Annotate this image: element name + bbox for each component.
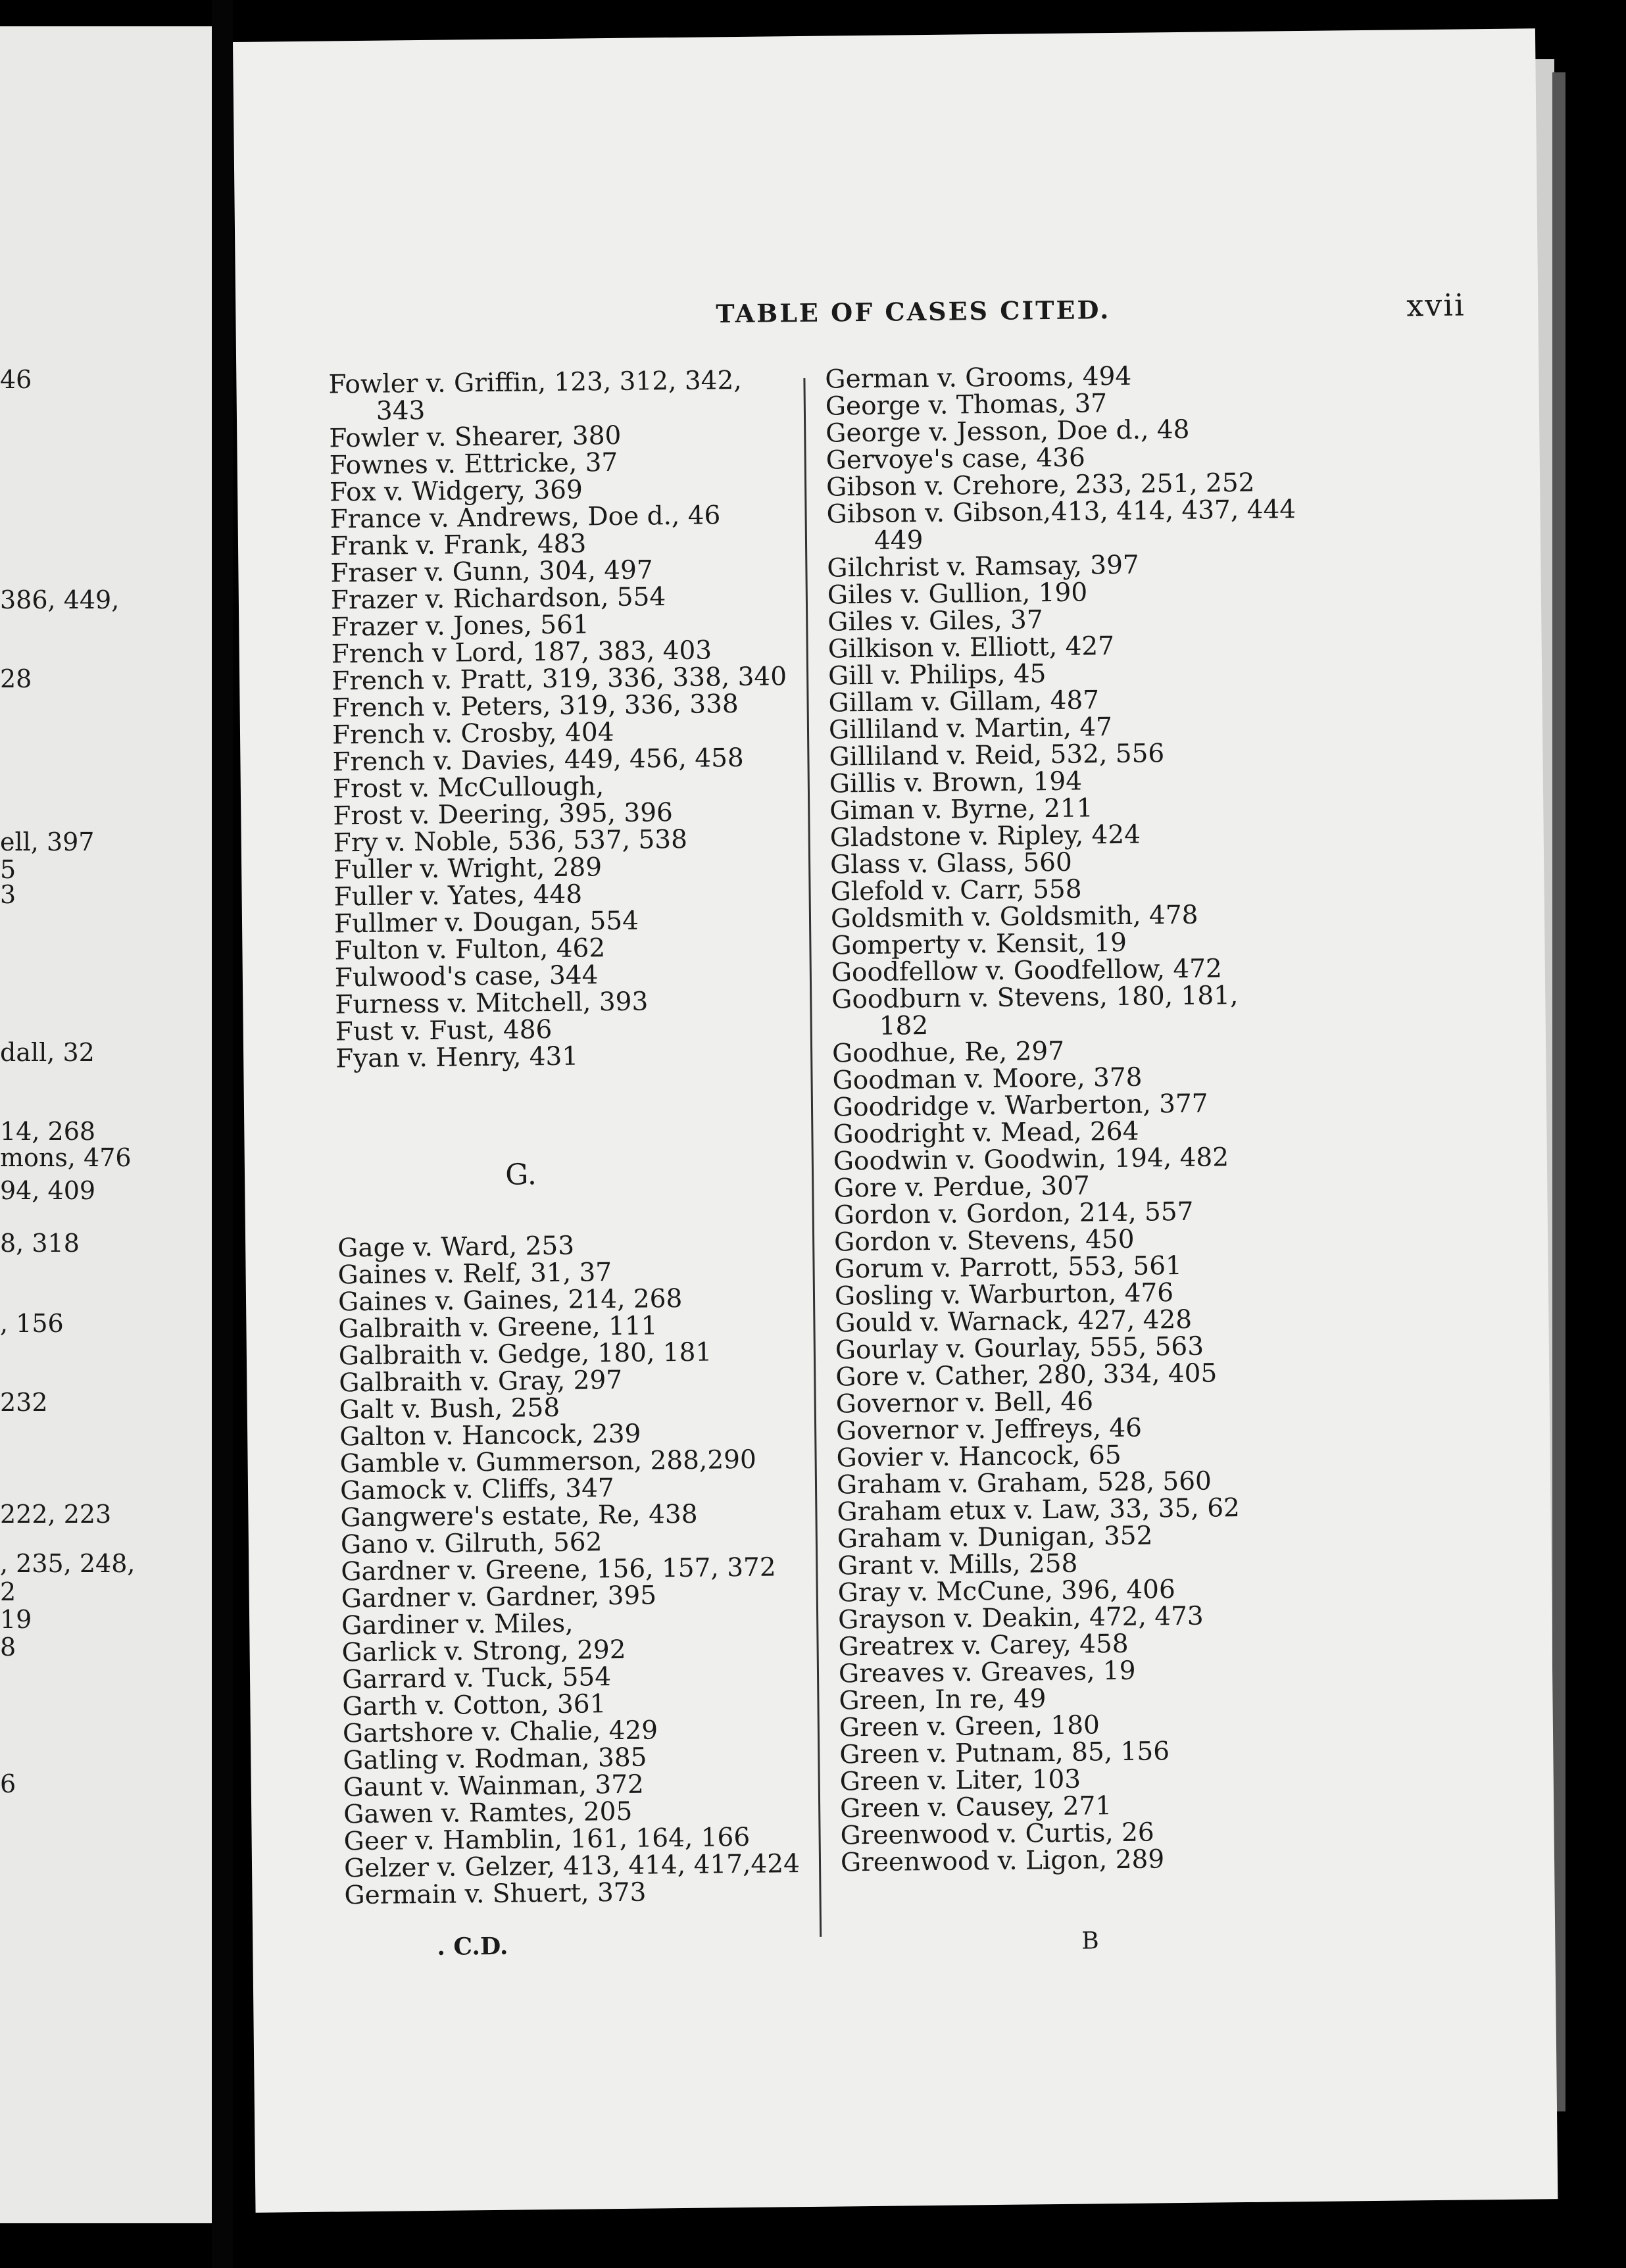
case-entry: Galt v. Bush, 258 [339, 1393, 560, 1425]
case-entry: Frost v. McCullough, [332, 772, 604, 804]
case-entry: Fowler v. Griffin, 123, 312, 342, [328, 365, 742, 400]
case-entry: Governor v. Bell, 46 [835, 1387, 1094, 1419]
case-entry: Gould v. Warnack, 427, 428 [835, 1304, 1193, 1339]
case-entry: Germain v. Shuert, 373 [344, 1877, 647, 1911]
case-entry: Gaunt v. Wainman, 372 [343, 1769, 645, 1803]
facing-page-fragment: 6 [0, 1769, 16, 1798]
case-entry: Greaves v. Greaves, 19 [838, 1656, 1136, 1689]
case-entry: Gomperty v. Kensit, 19 [831, 927, 1127, 961]
case-entry: Gardiner v. Miles, [341, 1608, 574, 1641]
case-entry: Goodright v. Mead, 264 [833, 1116, 1139, 1150]
case-entry: Gillam v. Gillam, 487 [828, 685, 1100, 718]
case-entry: Garlick v. Strong, 292 [341, 1635, 626, 1668]
case-entry: Gardner v. Gardner, 395 [341, 1581, 657, 1614]
case-entry: Gore v. Cather, 280, 334, 405 [835, 1358, 1218, 1393]
case-entry: Geer v. Hamblin, 161, 164, 166 [343, 1822, 751, 1857]
case-entry: Gano v. Gilruth, 562 [340, 1527, 603, 1560]
facing-page-fragment: 2 [0, 1577, 16, 1606]
case-entry: Gore v. Perdue, 307 [833, 1171, 1091, 1204]
case-entry: French v. Davies, 449, 456, 458 [332, 743, 744, 777]
case-entry: Gordon v. Stevens, 450 [833, 1224, 1135, 1258]
case-entry: Fowler v. Shearer, 380 [329, 420, 622, 454]
case-entry: Fry v. Noble, 536, 537, 538 [333, 824, 688, 858]
left-column [328, 366, 804, 1909]
case-entry: Galbraith v. Greene, 111 [338, 1311, 658, 1344]
case-entry: Goodridge v. Warberton, 377 [832, 1089, 1208, 1123]
case-entry: Fuller v. Wright, 289 [333, 852, 603, 885]
case-entry: Gangwere's estate, Re, 438 [340, 1499, 698, 1533]
case-entry: Graham etux v. Law, 33, 35, 62 [837, 1493, 1241, 1527]
facing-page-fragment: 94, 409 [0, 1176, 96, 1205]
column-spacer [335, 1068, 797, 1131]
case-entry: George v. Jesson, Doe d., 48 [825, 414, 1190, 449]
case-entry: Frazer v. Jones, 561 [331, 610, 589, 643]
case-entry: Goodfellow v. Goodfellow, 472 [831, 954, 1223, 988]
facing-page-fragment: 8 [0, 1633, 16, 1662]
case-entry: Giles v. Giles, 37 [827, 605, 1043, 637]
case-entry: French v. Peters, 319, 336, 338 [332, 689, 739, 724]
case-entry: German v. Grooms, 494 [825, 361, 1132, 395]
case-entry: Gilliland v. Martin, 47 [828, 712, 1113, 745]
case-entry: George v. Thomas, 37 [825, 389, 1108, 422]
signature-letter: B [1081, 1927, 1099, 1955]
g-entries-continued [825, 361, 1301, 1876]
case-entry: Fuller v. Yates, 448 [333, 879, 583, 912]
case-entry: Grayson v. Deakin, 472, 473 [837, 1601, 1204, 1635]
column-rule [803, 378, 822, 1937]
case-entry: Gatling v. Rodman, 385 [343, 1742, 647, 1776]
right-column [825, 361, 1301, 1876]
facing-page-fragment: 3 [0, 880, 16, 909]
case-entry: Green v. Putnam, 85, 156 [839, 1737, 1170, 1770]
case-entry: Goldsmith v. Goldsmith, 478 [830, 900, 1198, 934]
case-entry: Gage v. Ward, 253 [337, 1231, 575, 1264]
case-entry: Gilliland v. Reid, 532, 556 [829, 739, 1165, 772]
facing-page-fragment: 8, 318 [0, 1229, 80, 1258]
facing-page [0, 26, 214, 2223]
case-entry-continuation: 182 [879, 1011, 929, 1041]
case-entry: Gosling v. Warburton, 476 [834, 1278, 1174, 1312]
facing-page-fragment: 46 [0, 365, 32, 394]
facing-page-fragment: , 156 [0, 1309, 64, 1338]
case-entry: Gelzer v. Gelzer, 413, 414, 417,424 [343, 1849, 801, 1884]
facing-page-fragment: ell, 397 [0, 827, 95, 856]
facing-page-fragment: 28 [0, 664, 32, 693]
case-entry: Fox v. Widgery, 369 [329, 475, 583, 508]
case-entry: Fraser v. Gunn, 304, 497 [330, 555, 653, 589]
facing-page-fragment: 386, 449, [0, 585, 120, 614]
case-entry: Goodhue, Re, 297 [831, 1036, 1065, 1069]
case-entry: Galbraith v. Gedge, 180, 181 [338, 1337, 712, 1371]
signature-mark: . C.D. [437, 1932, 508, 1961]
case-entry: Green v. Green, 180 [839, 1710, 1100, 1743]
case-entry: Glefold v. Carr, 558 [830, 874, 1082, 907]
page-number: xvii [1406, 287, 1466, 324]
case-entry: Gartshore v. Chalie, 429 [342, 1715, 658, 1749]
g-entries [337, 1230, 805, 1909]
case-entry: Galbraith v. Gray, 297 [339, 1365, 623, 1398]
case-entry: Govier v. Hancock, 65 [836, 1440, 1121, 1473]
case-entry-continuation: 343 [376, 395, 426, 426]
case-entry: Garrard v. Tuck, 554 [341, 1662, 612, 1695]
case-entry: Green v. Liter, 103 [839, 1764, 1081, 1797]
running-head: TABLE OF CASES CITED. [716, 295, 1111, 329]
case-entry: Graham v. Graham, 528, 560 [836, 1466, 1212, 1500]
case-entry: Giles v. Gullion, 190 [827, 578, 1088, 610]
book-gutter [212, 0, 233, 2268]
case-entry: Gardner v. Greene, 156, 157, 372 [341, 1552, 776, 1587]
case-entry: Frank v. Frank, 483 [330, 529, 587, 562]
case-entry: Gibson v. Gibson,413, 414, 437, 444 [826, 495, 1296, 530]
case-entry: Furness v. Mitchell, 393 [335, 987, 649, 1020]
case-entry: Gaines v. Relf, 31, 37 [337, 1258, 612, 1291]
case-entry: Glass v. Glass, 560 [829, 847, 1073, 880]
case-entry: Greatrex v. Carey, 458 [838, 1629, 1129, 1662]
case-entry: Gorum v. Parrott, 553, 561 [834, 1250, 1183, 1285]
case-entry: Gilkison v. Elliott, 427 [827, 631, 1115, 664]
case-entry: French v. Crosby, 404 [332, 717, 614, 751]
case-entry: Fust v. Fust, 486 [335, 1015, 553, 1047]
case-entry: Gillis v. Brown, 194 [829, 766, 1083, 799]
case-entry: Fyan v. Henry, 431 [335, 1041, 579, 1074]
case-entry: Graham v. Dunigan, 352 [837, 1521, 1153, 1554]
facing-page-fragment: dall, 32 [0, 1038, 95, 1067]
case-entry: Giman v. Byrne, 211 [829, 793, 1093, 826]
case-entry: Gamble v. Gummerson, 288,290 [339, 1444, 756, 1479]
case-entry: French v. Pratt, 319, 336, 338, 340 [331, 662, 787, 697]
facing-page-fragment: 222, 223 [0, 1500, 112, 1529]
case-entry: Fownes v. Ettricke, 37 [329, 447, 618, 481]
case-entry: Green v. Causey, 271 [839, 1791, 1112, 1824]
section-letter: G. [505, 1158, 537, 1192]
facing-page-fragment: 232 [0, 1388, 48, 1417]
case-entry: Goodwin v. Goodwin, 194, 482 [833, 1143, 1229, 1177]
case-entry: Galton v. Hancock, 239 [339, 1419, 641, 1452]
case-entry: Gilchrist v. Ramsay, 397 [827, 550, 1139, 583]
facing-page-fragment: mons, 476 [0, 1143, 132, 1172]
case-entry: Greenwood v. Ligon, 289 [840, 1844, 1165, 1878]
case-entry: Gordon v. Gordon, 214, 557 [833, 1196, 1194, 1231]
case-entry: Fullmer v. Dougan, 554 [333, 906, 639, 939]
case-entry: Frazer v. Richardson, 554 [330, 582, 666, 616]
case-entry: Garth v. Cotton, 361 [342, 1689, 606, 1722]
case-entry: Frost v. Deering, 395, 396 [333, 798, 674, 831]
case-entry: Grant v. Mills, 258 [837, 1548, 1078, 1581]
case-entry: Governor v. Jeffreys, 46 [835, 1413, 1143, 1446]
case-entry: Greenwood v. Curtis, 26 [840, 1817, 1154, 1851]
case-entry: Goodburn v. Stevens, 180, 181, [831, 981, 1239, 1015]
facing-page-fragment: 14, 268 [0, 1117, 96, 1146]
case-entry: Goodman v. Moore, 378 [832, 1062, 1143, 1096]
facing-page-fragment: , 235, 248, [0, 1549, 136, 1578]
case-entry: Gill v. Philips, 45 [827, 659, 1047, 691]
case-entry: France v. Andrews, Doe d., 46 [330, 501, 721, 535]
case-entry-continuation: 449 [874, 526, 924, 556]
case-entry: Fulwood's case, 344 [334, 960, 599, 993]
facing-page-fragment: 19 [0, 1605, 32, 1634]
book-page [233, 28, 1558, 2213]
case-entry: Gray v. McCune, 396, 406 [837, 1575, 1176, 1608]
case-entry: Green, In re, 49 [839, 1684, 1047, 1716]
page-edge-shadow [1552, 72, 1565, 2111]
case-entry: Gladstone v. Ripley, 424 [829, 820, 1141, 853]
case-entry: Gervoye's case, 436 [825, 443, 1085, 476]
case-entry: Fulton v. Fulton, 462 [334, 933, 606, 966]
case-entry: Gawen v. Ramtes, 205 [343, 1796, 633, 1830]
case-entry: Gibson v. Crehore, 233, 251, 252 [825, 468, 1255, 503]
case-entry: Gaines v. Gaines, 214, 268 [337, 1283, 683, 1318]
case-entry: Gamock v. Cliffs, 347 [339, 1473, 614, 1506]
f-entries [328, 366, 796, 1072]
case-entry: Gourlay v. Gourlay, 555, 563 [835, 1331, 1204, 1366]
facing-page-fragment: 5 [0, 855, 16, 884]
case-entry: French v Lord, 187, 383, 403 [331, 635, 712, 670]
